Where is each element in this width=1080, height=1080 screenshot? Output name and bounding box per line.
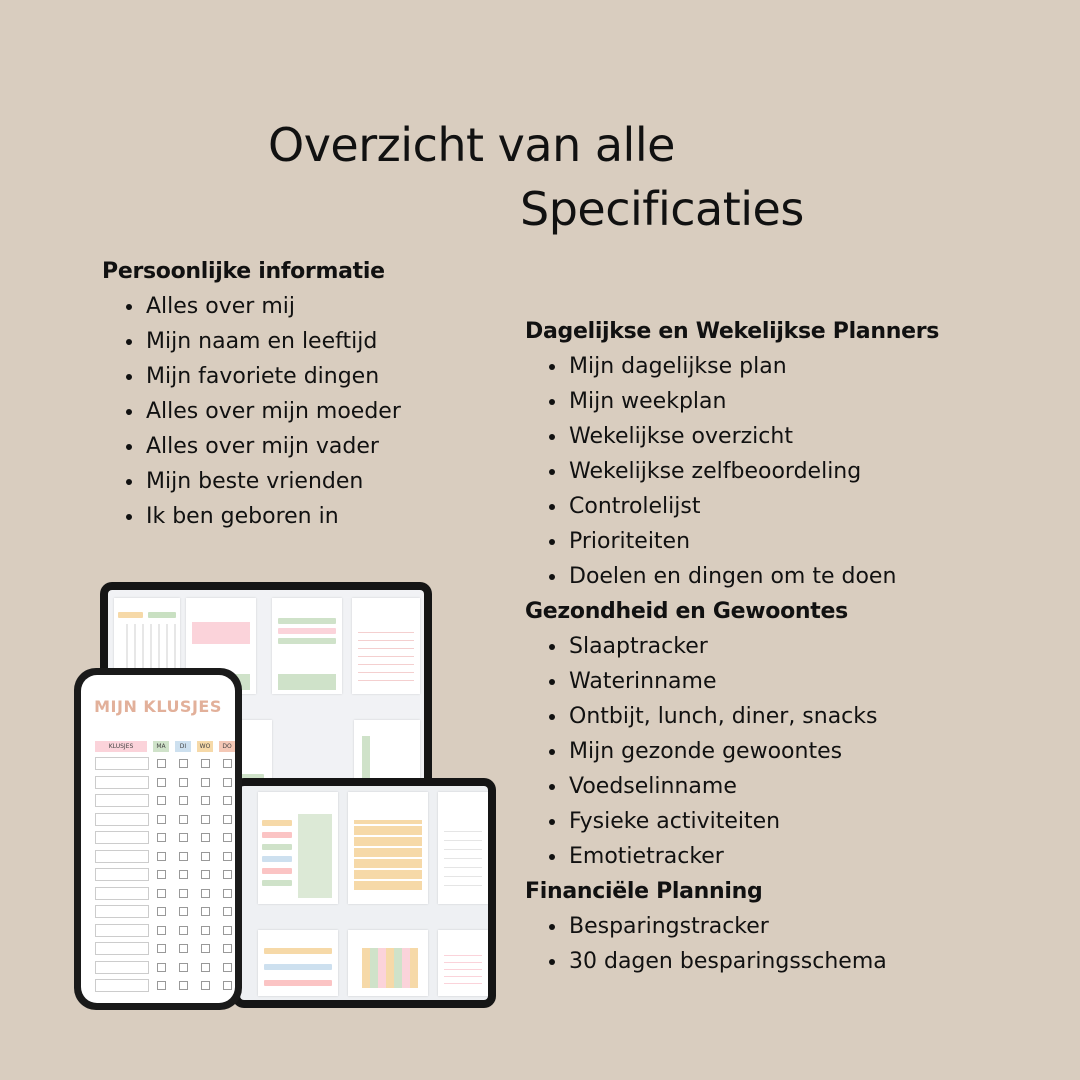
section-list [525, 349, 939, 594]
checkbox [179, 833, 188, 842]
chore-row [95, 776, 149, 789]
section-heading: Gezondheid en Gewoontes [525, 599, 848, 624]
chore-row [95, 905, 149, 918]
checkbox [157, 870, 166, 879]
checkbox [157, 815, 166, 824]
column-header: DO [219, 741, 235, 752]
checkbox [179, 852, 188, 861]
page-title-line-2: Specificaties [520, 182, 804, 236]
checkbox [201, 852, 210, 861]
checkbox [223, 815, 232, 824]
checkbox [201, 963, 210, 972]
tablet-screen [240, 786, 488, 1000]
checkbox [201, 944, 210, 953]
list-item: Prioriteiten [525, 524, 939, 559]
chore-row [95, 813, 149, 826]
checkbox [223, 907, 232, 916]
checkbox [179, 889, 188, 898]
column-header: KLUSJES [95, 741, 147, 752]
checkbox [201, 926, 210, 935]
list-item: Controlelijst [525, 489, 939, 524]
page-title-line-1: Overzicht van alle [268, 118, 675, 172]
checkbox [179, 981, 188, 990]
checkbox [157, 889, 166, 898]
list-item: Wekelijkse overzicht [525, 419, 939, 454]
checkbox [223, 889, 232, 898]
checkbox [179, 926, 188, 935]
phone-screen [81, 675, 235, 1003]
chore-row [95, 942, 149, 955]
planner-page-thumbnail [352, 598, 420, 694]
list-item: Doelen en dingen om te doen [525, 559, 939, 594]
chore-row [95, 924, 149, 937]
checkbox [223, 852, 232, 861]
checkbox [201, 870, 210, 879]
checkbox [157, 944, 166, 953]
checkbox [179, 870, 188, 879]
section-list [102, 289, 401, 534]
checkbox [157, 796, 166, 805]
chore-row [95, 850, 149, 863]
chore-row [95, 887, 149, 900]
checkbox [179, 944, 188, 953]
list-item: Mijn beste vrienden [102, 464, 401, 499]
phone-mockup [74, 668, 242, 1010]
list-item: Alles over mijn vader [102, 429, 401, 464]
section-heading: Persoonlijke informatie [102, 259, 385, 284]
list-item: Mijn naam en leeftijd [102, 324, 401, 359]
section-planners [525, 314, 939, 594]
planner-page-thumbnail [348, 792, 428, 904]
planner-page-thumbnail [258, 792, 338, 904]
list-item: Slaaptracker [525, 629, 877, 664]
section-gezondheid [525, 594, 877, 874]
checkbox [223, 870, 232, 879]
checkbox [157, 907, 166, 916]
list-item: Besparingstracker [525, 909, 887, 944]
checkbox [157, 778, 166, 787]
planner-page-thumbnail [438, 930, 488, 996]
column-header: MA [153, 741, 169, 752]
chore-row [95, 794, 149, 807]
checkbox [223, 963, 232, 972]
checkbox [223, 944, 232, 953]
checkbox [223, 926, 232, 935]
column-header: WO [197, 741, 213, 752]
checkbox [179, 815, 188, 824]
list-item: Ontbijt, lunch, diner, snacks [525, 699, 877, 734]
list-item: Mijn weekplan [525, 384, 939, 419]
checkbox [223, 778, 232, 787]
chore-row [95, 979, 149, 992]
list-item: Mijn dagelijkse plan [525, 349, 939, 384]
checkbox [157, 981, 166, 990]
list-item: Emotietracker [525, 839, 877, 874]
planner-page-thumbnail [348, 930, 428, 996]
phone-page-title: MIJN KLUSJES [94, 697, 222, 716]
checkbox [201, 759, 210, 768]
checkbox [223, 759, 232, 768]
list-item: Wekelijkse zelfbeoordeling [525, 454, 939, 489]
column-header: DI [175, 741, 191, 752]
checkbox [223, 981, 232, 990]
list-item: Mijn favoriete dingen [102, 359, 401, 394]
section-heading: Financiële Planning [525, 879, 763, 904]
list-item: Alles over mijn moeder [102, 394, 401, 429]
section-financiele-planning [525, 874, 887, 979]
tablet-mockup-front [232, 778, 496, 1008]
checkbox [179, 907, 188, 916]
chore-row [95, 868, 149, 881]
section-list [525, 629, 877, 874]
planner-page-thumbnail [272, 598, 342, 694]
list-item: Alles over mij [102, 289, 401, 324]
list-item: Mijn gezonde gewoontes [525, 734, 877, 769]
checkbox [201, 981, 210, 990]
chore-row [95, 961, 149, 974]
list-item: Waterinname [525, 664, 877, 699]
checkbox [157, 926, 166, 935]
section-list [525, 909, 887, 979]
checkbox [157, 852, 166, 861]
checkbox [157, 759, 166, 768]
checkbox [179, 759, 188, 768]
checkbox [157, 963, 166, 972]
planner-page-thumbnail [258, 930, 338, 996]
list-item: Fysieke activiteiten [525, 804, 877, 839]
section-heading: Dagelijkse en Wekelijkse Planners [525, 319, 940, 344]
checkbox [201, 796, 210, 805]
checkbox [223, 796, 232, 805]
checkbox [201, 815, 210, 824]
checkbox [201, 778, 210, 787]
planner-page-thumbnail [438, 792, 488, 904]
checkbox [223, 833, 232, 842]
checkbox [201, 833, 210, 842]
list-item: 30 dagen besparingsschema [525, 944, 887, 979]
checkbox [179, 796, 188, 805]
checkbox [201, 907, 210, 916]
section-persoonlijke-informatie [102, 254, 401, 534]
checkbox [157, 833, 166, 842]
chore-row [95, 757, 149, 770]
checkbox [179, 778, 188, 787]
checkbox [179, 963, 188, 972]
chore-row [95, 831, 149, 844]
list-item: Voedselinname [525, 769, 877, 804]
checkbox [201, 889, 210, 898]
list-item: Ik ben geboren in [102, 499, 401, 534]
